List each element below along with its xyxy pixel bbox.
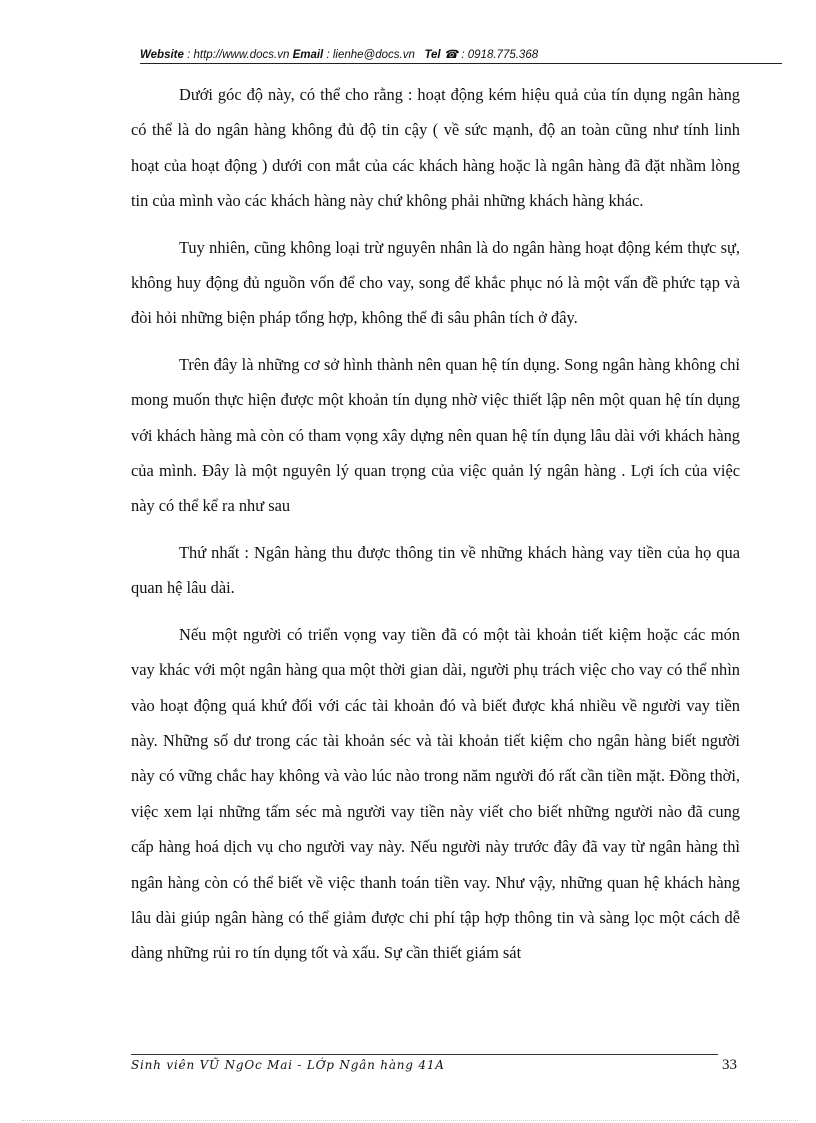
page-header [140, 47, 782, 61]
paragraph: Dưới góc độ này, có thể cho rằng : hoạt động kém hiệu quả của tín dụng ngân hàng có thể là do ngân hàng không đủ độ tin cậy ( về sức mạnh, độ an toàn cũng như tính linh hoạt của hoạt động ) dưới con mắt của các khách hàng hoặc là ngân hàng đã đặt nhầm lòng tin của mình vào các khách hàng này chứ không phải những khách hàng khác. [131, 85, 740, 211]
website-value: : http://www.docs.vn [187, 49, 290, 61]
email-value: : lienhe@docs.vn [326, 49, 415, 61]
phone-icon: ☎ [443, 49, 459, 61]
header-divider [140, 63, 782, 64]
paragraph: Nếu một người có triển vọng vay tiền đã có một tài khoản tiết kiệm hoặc các món vay khác với một ngân hàng qua một thời gian dài, người phụ trách việc cho vay có thể nhìn vào hoạt động quá khứ đối với các tài khoản đó và biết được khá nhiều về người vay tiền này. Những số dư trong các tài khoản séc và tài khoản tiết kiệm cho ngân hàng biết người này có vững chắc hay không và vào lúc nào trong năm người đó rất cần tiền mặt. Đồng thời, việc xem lại những tấm séc mà người vay tiền này viết cho biết những người nào đã cung cấp hàng hoá dịch vụ cho người vay này. Nếu người này trước đây đã vay từ ngân hàng thì ngân hàng còn có thể biết về việc thanh toán tiền vay. Như vậy, những quan hệ khách hàng lâu dài giúp ngân hàng có thể giảm được chi phí tập hợp thông tin và sàng lọc một cách dễ dàng những rủi ro tín dụng tốt và xấu. Sự cần thiết giám sát [131, 624, 740, 963]
paragraph: Trên đây là những cơ sở hình thành nên quan hệ tín dụng. Song ngân hàng không chỉ mong muốn thực hiện được một khoản tín dụng nhờ việc thiết lập nên một quan hệ tín dụng với khách hàng mà còn có tham vọng xây dựng nên quan hệ tín dụng lâu dài với khách hàng của mình. Đây là một nguyên lý quan trọng của việc quản lý ngân hàng . Lợi ích của việc này có thể kể ra như sau [131, 354, 740, 516]
body-text [131, 77, 740, 982]
paragraph: Thứ nhất : Ngân hàng thu được thông tin về những khách hàng vay tiền của họ qua quan hệ lâu dài. [131, 542, 740, 598]
email-label: Email [292, 49, 324, 61]
footer-author: Sinh viên VŨ NgOc Mai - LỚp Ngân hàng 41A [131, 1058, 445, 1072]
website-label: Website [140, 49, 184, 61]
page-number: 33 [722, 1057, 737, 1073]
paragraph: Tuy nhiên, cũng không loại trừ nguyên nhân là do ngân hàng hoạt động kém thực sự, không huy động đủ nguồn vốn để cho vay, song để khắc phục nó là một vấn đề phức tạp và đòi hỏi những biện pháp tổng hợp, không thể đi sâu phân tích ở đây. [131, 237, 740, 328]
tel-label: Tel [424, 49, 441, 61]
tel-value: : 0918.775.368 [461, 49, 539, 61]
page-bottom-border [22, 1120, 798, 1121]
footer-divider [131, 1054, 718, 1055]
